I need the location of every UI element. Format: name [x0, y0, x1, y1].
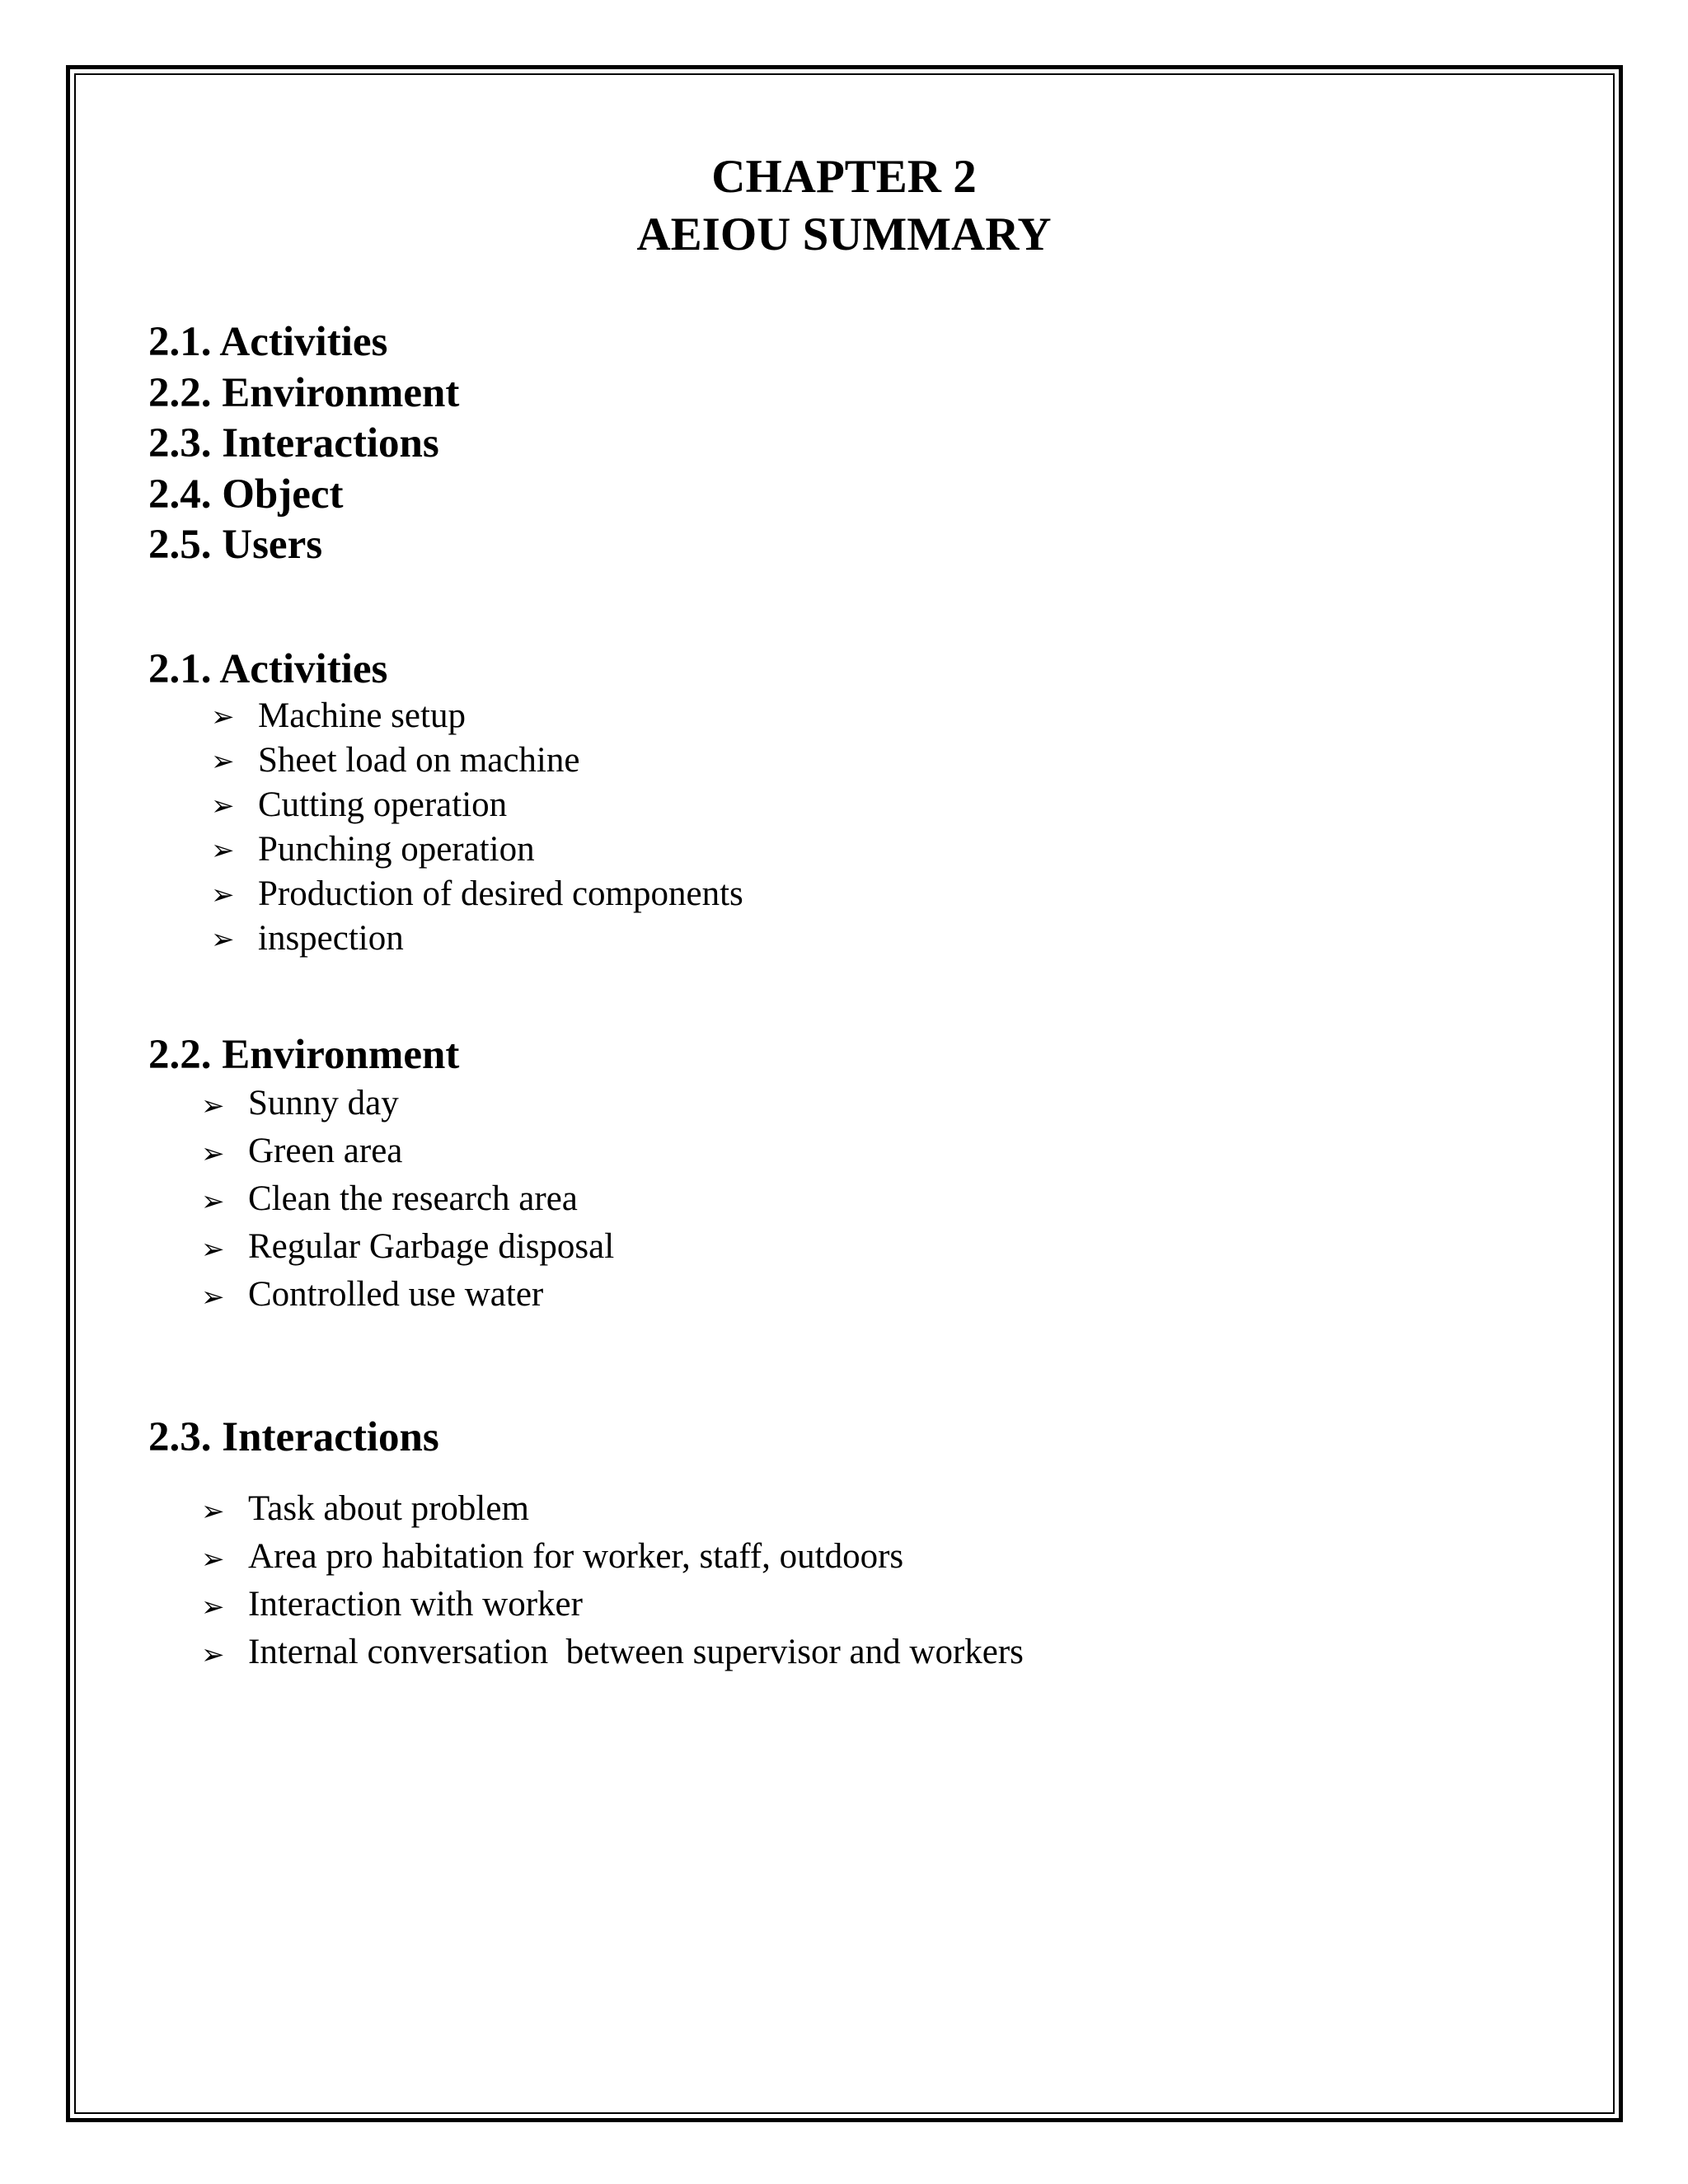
arrow-bullet-icon: ➢ — [201, 1185, 225, 1218]
list-item — [211, 827, 743, 872]
list-item-text: Machine setup — [258, 696, 466, 735]
arrow-bullet-icon: ➢ — [201, 1281, 225, 1314]
list-item-text: Interaction with worker — [248, 1585, 583, 1624]
list-item — [211, 738, 743, 783]
list-item — [201, 1223, 614, 1271]
arrow-bullet-icon: ➢ — [201, 1638, 225, 1671]
section-heading: 2.1. Activities — [148, 646, 388, 692]
bullet-list — [201, 1485, 1024, 1676]
section-environment — [148, 1030, 614, 1319]
chapter-number: CHAPTER 2 — [711, 151, 977, 203]
arrow-bullet-icon: ➢ — [201, 1090, 225, 1122]
list-item-text: Regular Garbage disposal — [248, 1227, 615, 1266]
section-heading: 2.2. Environment — [148, 1032, 460, 1078]
toc-item-object: 2.4. Object — [148, 471, 344, 518]
list-item-text: Clean the research area — [248, 1179, 578, 1218]
section-interactions — [148, 1413, 1024, 1676]
list-item-text: Controlled use water — [248, 1275, 544, 1314]
arrow-bullet-icon: ➢ — [201, 1137, 225, 1170]
section-activities — [148, 644, 743, 961]
toc-item-activities: 2.1. Activities — [148, 319, 388, 365]
toc-item-users: 2.5. Users — [148, 522, 323, 568]
list-item-text: Production of desired components — [258, 874, 743, 913]
arrow-bullet-icon: ➢ — [201, 1233, 225, 1266]
section-heading: 2.3. Interactions — [148, 1414, 439, 1460]
list-item — [201, 1485, 1024, 1533]
list-item — [201, 1581, 1024, 1629]
list-item — [201, 1533, 1024, 1581]
arrow-bullet-icon: ➢ — [201, 1591, 225, 1624]
list-item-text: Sunny day — [248, 1084, 399, 1122]
bullet-list — [211, 694, 743, 961]
list-item-text: Internal conversation between supervisor and workers — [248, 1633, 1024, 1671]
list-item-text: Area pro habitation for worker, staff, outdoors — [248, 1537, 904, 1576]
list-item — [201, 1271, 614, 1319]
list-item-text: Punching operation — [258, 830, 535, 869]
arrow-bullet-icon: ➢ — [211, 923, 235, 956]
chapter-title: AEIOU SUMMARY — [636, 209, 1052, 260]
list-item — [211, 916, 743, 961]
arrow-bullet-icon: ➢ — [211, 701, 235, 733]
list-item — [201, 1127, 614, 1175]
arrow-bullet-icon: ➢ — [211, 790, 235, 823]
list-item — [201, 1629, 1024, 1676]
list-item-text: Sheet load on machine — [258, 741, 580, 780]
arrow-bullet-icon: ➢ — [201, 1495, 225, 1528]
list-item — [211, 694, 743, 738]
list-item — [211, 783, 743, 827]
list-item — [201, 1175, 614, 1223]
arrow-bullet-icon: ➢ — [211, 834, 235, 867]
list-item-text: inspection — [258, 919, 404, 958]
list-item-text: Task about problem — [248, 1489, 529, 1528]
table-of-contents — [148, 317, 459, 571]
list-item-text: Cutting operation — [258, 785, 508, 824]
toc-item-interactions: 2.3. Interactions — [148, 420, 439, 466]
bullet-list — [201, 1080, 614, 1319]
list-item-text: Green area — [248, 1132, 403, 1170]
arrow-bullet-icon: ➢ — [211, 745, 235, 778]
toc-item-environment: 2.2. Environment — [148, 369, 460, 416]
arrow-bullet-icon: ➢ — [201, 1543, 225, 1576]
list-item — [211, 872, 743, 916]
arrow-bullet-icon: ➢ — [211, 879, 235, 912]
list-item — [201, 1080, 614, 1127]
